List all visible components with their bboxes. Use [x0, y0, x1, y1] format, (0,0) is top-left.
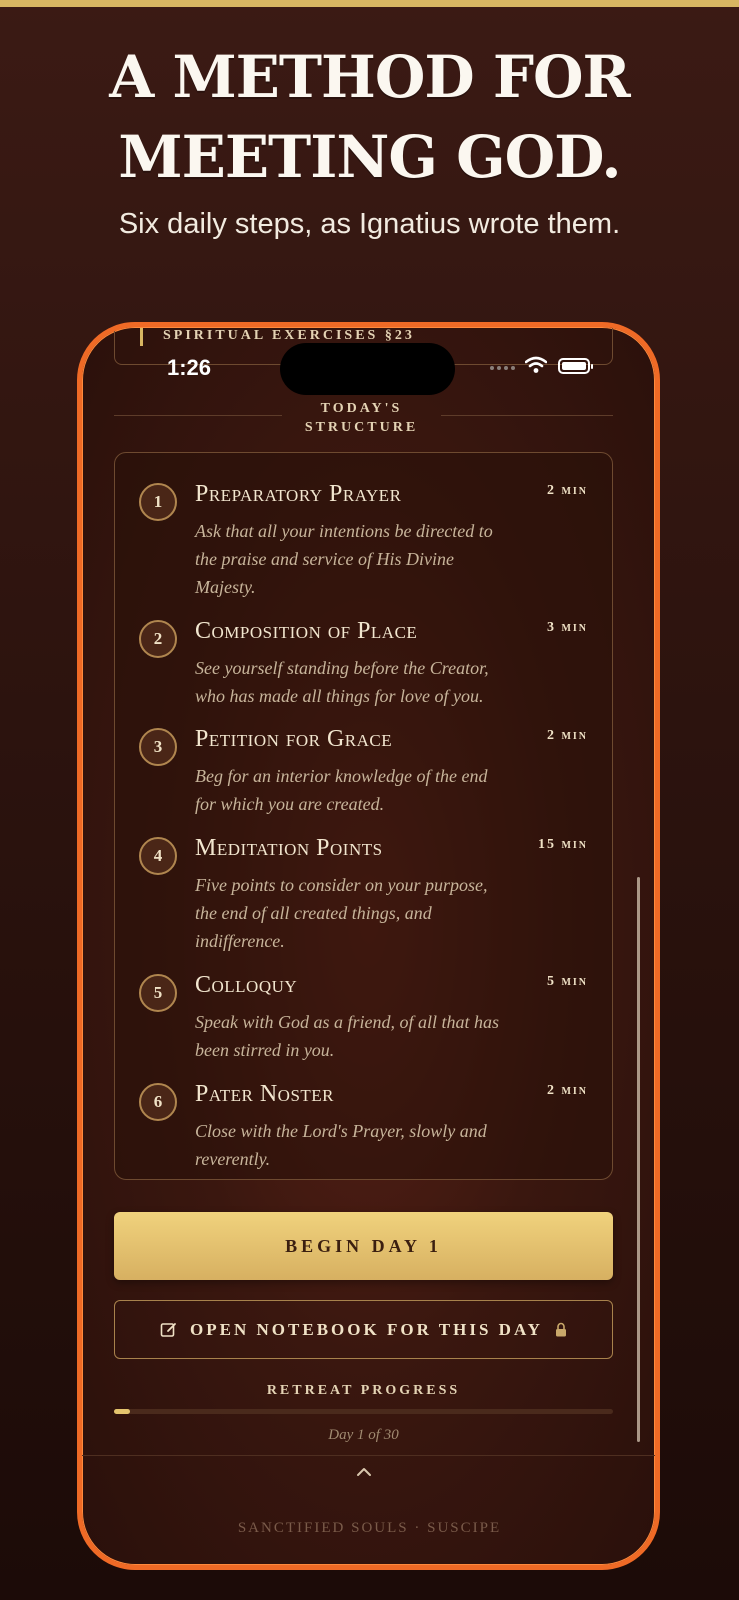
section-header: [114, 399, 613, 439]
open-notebook-button[interactable]: [114, 1300, 613, 1359]
progress-label: RETREAT PROGRESS: [266, 1383, 461, 1398]
headline-line-2: MEETING GOD.: [118, 123, 621, 191]
battery-icon: [558, 358, 590, 374]
status-time: 1:26: [167, 355, 212, 380]
step-number: 5: [139, 974, 177, 1012]
step-title: Petition for Grace: [195, 726, 393, 752]
reference-text: SPIRITUAL EXERCISES §23: [163, 328, 415, 343]
step-description: Close with the Lord's Prayer, slowly and reverently.: [195, 1121, 487, 1169]
edit-note-icon: [160, 1321, 178, 1339]
step-number: 6: [139, 1083, 177, 1121]
step-duration: 2 min: [546, 483, 588, 498]
signal-icon: [490, 366, 515, 370]
step-number: 3: [139, 728, 177, 766]
step-title: Pater Noster: [195, 1081, 335, 1107]
open-notebook-label: OPEN NOTEBOOK FOR THIS DAY: [190, 1319, 543, 1339]
chevron-up-icon[interactable]: [354, 1465, 374, 1479]
step-description: See yourself standing before the Creator, who has made all things for love of you.: [195, 658, 489, 706]
steps-card: [114, 452, 613, 1180]
step-title: Meditation Points: [195, 835, 383, 861]
step-duration: 2 min: [546, 728, 588, 743]
section-title: TODAY'S STRUCTURE: [304, 401, 419, 435]
top-accent-bar: [0, 0, 739, 7]
begin-day-button[interactable]: BEGIN DAY 1: [114, 1212, 613, 1280]
step-number: 1: [139, 483, 177, 521]
step-duration: 2 min: [546, 1083, 588, 1098]
headline-line-1: A METHOD FOR: [109, 43, 630, 111]
step-number: 2: [139, 620, 177, 658]
step-title: Preparatory Prayer: [195, 481, 402, 507]
step-duration: 5 min: [546, 974, 588, 989]
lock-icon: [555, 1322, 567, 1337]
step-duration: 15 min: [537, 837, 588, 852]
step-title: Composition of Place: [195, 618, 418, 644]
scroll-indicator[interactable]: [637, 877, 640, 1442]
phone-frame: [77, 322, 660, 1570]
step-description: Speak with God as a friend, of all that has been stirred in you.: [195, 1012, 499, 1060]
step-description: Five points to consider on your purpose, the end of all created things, and indifference.: [195, 875, 488, 951]
bottom-divider: [82, 1455, 655, 1456]
wifi-icon: [525, 356, 547, 374]
step-description: Ask that all your intentions be directed to the praise and service of His Divine Majesty.: [195, 521, 493, 597]
step-description: Beg for an interior knowledge of the end for which you are created.: [195, 766, 488, 814]
step-duration: 3 min: [546, 620, 588, 635]
step-title: Colloquy: [195, 972, 298, 998]
step-number: 4: [139, 837, 177, 875]
reference-accent-bar: [140, 328, 143, 346]
progress-bar: [114, 1409, 613, 1414]
footer-brand: SANCTIFIED SOULS · SUSCIPE: [237, 1520, 502, 1536]
day-counter: Day 1 of 30: [328, 1427, 399, 1443]
dynamic-island: [280, 343, 455, 395]
progress-fill: [114, 1409, 130, 1414]
subheadline: Six daily steps, as Ignatius wrote them.: [118, 208, 621, 240]
